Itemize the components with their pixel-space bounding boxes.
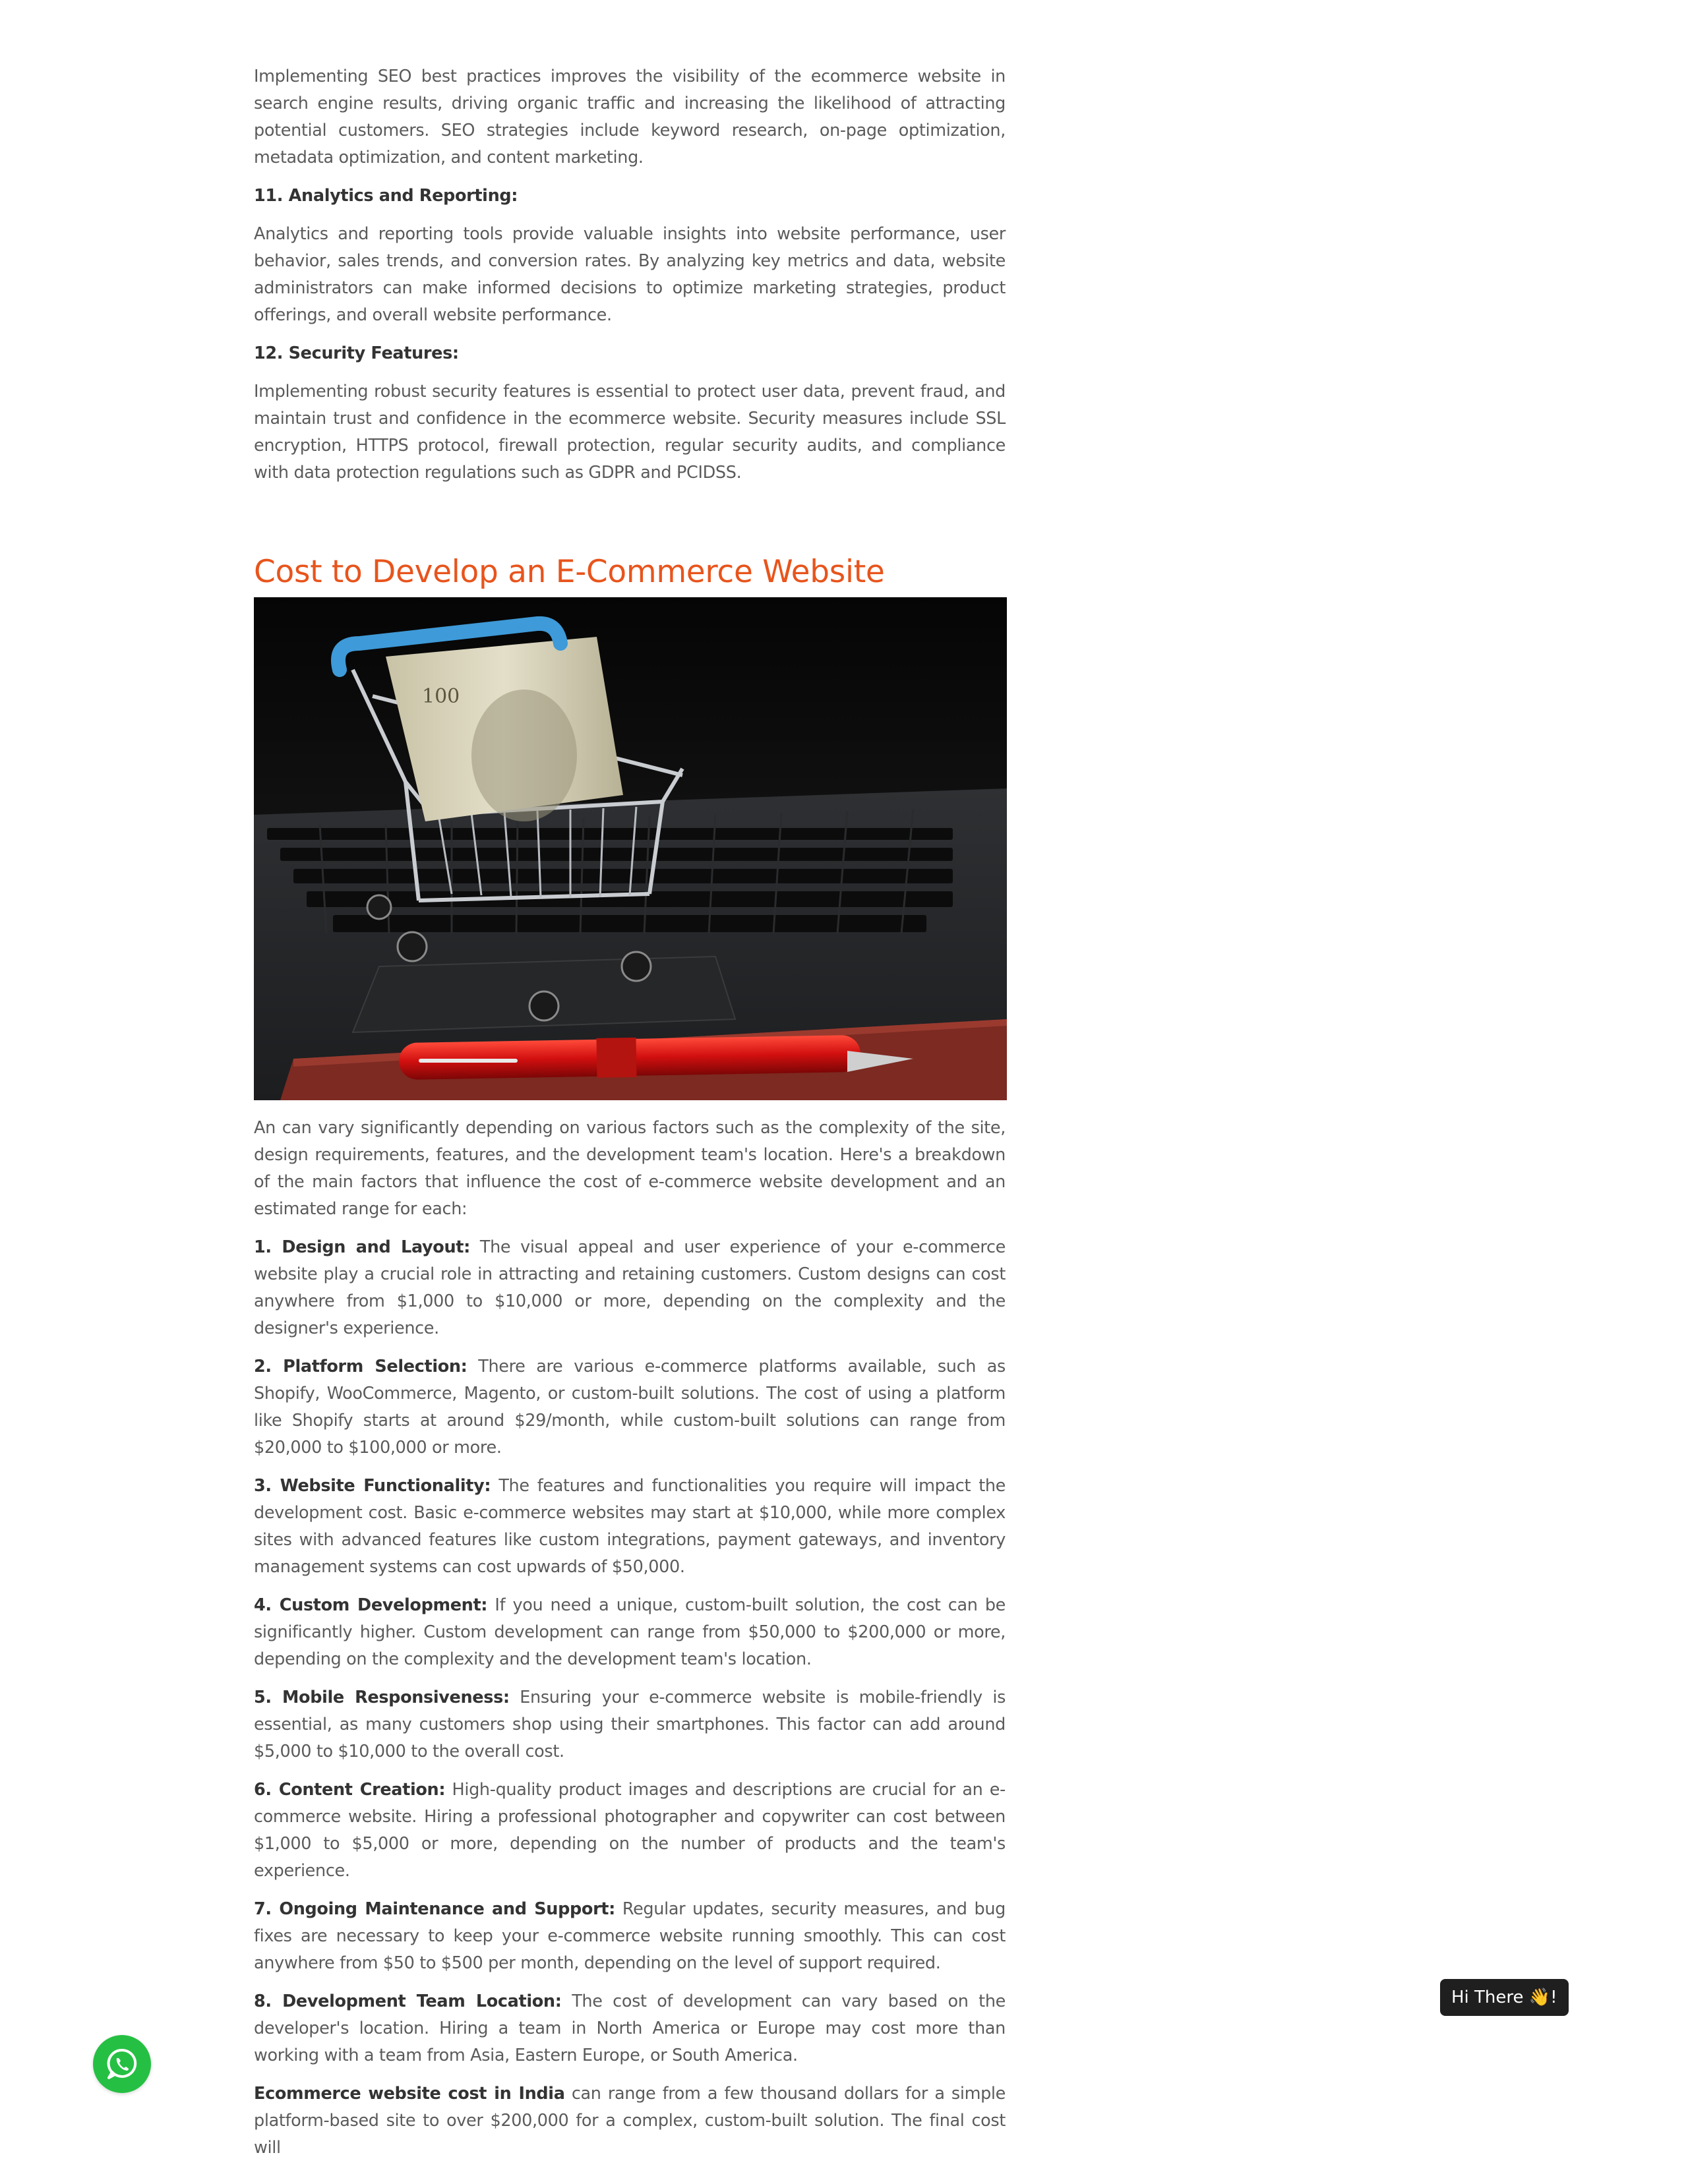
cost-section-title: Cost to Develop an E-Commerce Website xyxy=(254,554,885,590)
article-hero-image xyxy=(254,597,1007,1100)
factor-text: can range from a few thousand dollars for a simple platform-based site to over $200,000 for a complex, custom-built solution. The final cost will xyxy=(254,2084,1006,2158)
factor-label: 2. Platform Selection: xyxy=(254,1357,467,1376)
whatsapp-button[interactable] xyxy=(93,2035,151,2093)
factor-label: 1. Design and Layout: xyxy=(254,1237,470,1257)
factor-label: 8. Development Team Location: xyxy=(254,1992,562,2011)
factor-label: 7. Ongoing Maintenance and Support: xyxy=(254,1899,615,1919)
security-heading: 12. Security Features: xyxy=(254,343,459,363)
factor-text: Regular updates, security measures, and bug fixes are necessary to keep your e-commerce website running smoothly. This can cost anywhere from $50 to $500 per month, depending on the level of support required. xyxy=(254,1899,1006,1973)
chat-greeting-bubble[interactable]: Hi There 👋! xyxy=(1440,1979,1569,2016)
factor-label: 4. Custom Development: xyxy=(254,1595,488,1615)
factor-item xyxy=(254,1473,1006,1581)
factor-text: The visual appeal and user experience of your e-commerce website play a crucial role in attracting and retaining customers. Custom designs can cost anywhere from $1,000 to $10,000 or more, depending on the complexity and the designer's experience. xyxy=(254,1237,1006,1338)
factor-label: 6. Content Creation: xyxy=(254,1780,446,1800)
seo-paragraph: Implementing SEO best practices improves the visibility of the ecommerce website in search engine results, driving organic traffic and increasing the likelihood of attracting potential customers. SEO strategies include keyword research, on-page optimization, metadata optimization, and content marketing. xyxy=(254,67,1006,167)
factor-item xyxy=(254,1353,1006,1461)
factor-item xyxy=(254,1592,1006,1673)
security-paragraph: Implementing robust security features is essential to protect user data, prevent fraud, and maintain trust and confidence in the ecommerce website. Security measures include SSL encryption, HTTPS protocol, firewall protection, regular security audits, and compliance with data protection regulations such as GDPR and PCIDSS. xyxy=(254,382,1006,483)
factor-text: Ensuring your e-commerce website is mobile-friendly is essential, as many customers shop using their smartphones. This factor can add around $5,000 to $10,000 to the overall cost. xyxy=(254,1688,1006,1761)
factor-label: 3. Website Functionality: xyxy=(254,1476,491,1496)
factor-item xyxy=(254,2081,1006,2162)
factor-label: 5. Mobile Responsiveness: xyxy=(254,1688,510,1707)
factor-text: The features and functionalities you require will impact the development cost. Basic e-commerce websites may start at $10,000, while more complex sites with advanced features like custom integrations, payment gateways, and inventory management systems can cost upwards of $50,000. xyxy=(254,1476,1006,1577)
cart-cash-illustration xyxy=(254,597,1007,1100)
cost-intro-paragraph: An can vary significantly depending on various factors such as the complexity of the site, design requirements, features, and the development team's location. Here's a breakdown of the main factors that influence the cost of e-commerce website development and an estimated range for each: xyxy=(254,1118,1006,1219)
whatsapp-icon xyxy=(105,2047,139,2081)
factor-item xyxy=(254,1988,1006,2069)
article-column xyxy=(254,63,1006,2173)
factor-item xyxy=(254,1684,1006,1765)
analytics-heading: 11. Analytics and Reporting: xyxy=(254,186,518,206)
factor-text: The cost of development can vary based on the developer's location. Hiring a team in North America or Europe may cost more than working with a team from Asia, Eastern Europe, or South America. xyxy=(254,1992,1006,2065)
factor-text: If you need a unique, custom-built solution, the cost can be significantly higher. Custom development can range from $50,000 to $200,000 or more, depending on the complexity and the development team's location. xyxy=(254,1595,1006,1669)
factor-text: There are various e-commerce platforms available, such as Shopify, WooCommerce, Magento, or custom-built solutions. The cost of using a platform like Shopify starts at around $29/month, while custom-built solutions can range from $20,000 to $100,000 or more. xyxy=(254,1357,1006,1458)
factor-label: Ecommerce website cost in India xyxy=(254,2084,565,2104)
svg-text:100: 100 xyxy=(422,685,460,708)
factor-item xyxy=(254,1777,1006,1885)
factor-item xyxy=(254,1896,1006,1977)
analytics-paragraph: Analytics and reporting tools provide valuable insights into website performance, user behavior, sales trends, and conversion rates. By analyzing key metrics and data, website administrators can make informed decisions to optimize marketing strategies, product offerings, and overall website performance. xyxy=(254,224,1006,325)
factor-item xyxy=(254,1234,1006,1342)
factor-text: High-quality product images and descriptions are crucial for an e-commerce website. Hiring a professional photographer and copywriter can cost between $1,000 to $5,000 or more, depending on the number of products and the team's experience. xyxy=(254,1780,1006,1881)
